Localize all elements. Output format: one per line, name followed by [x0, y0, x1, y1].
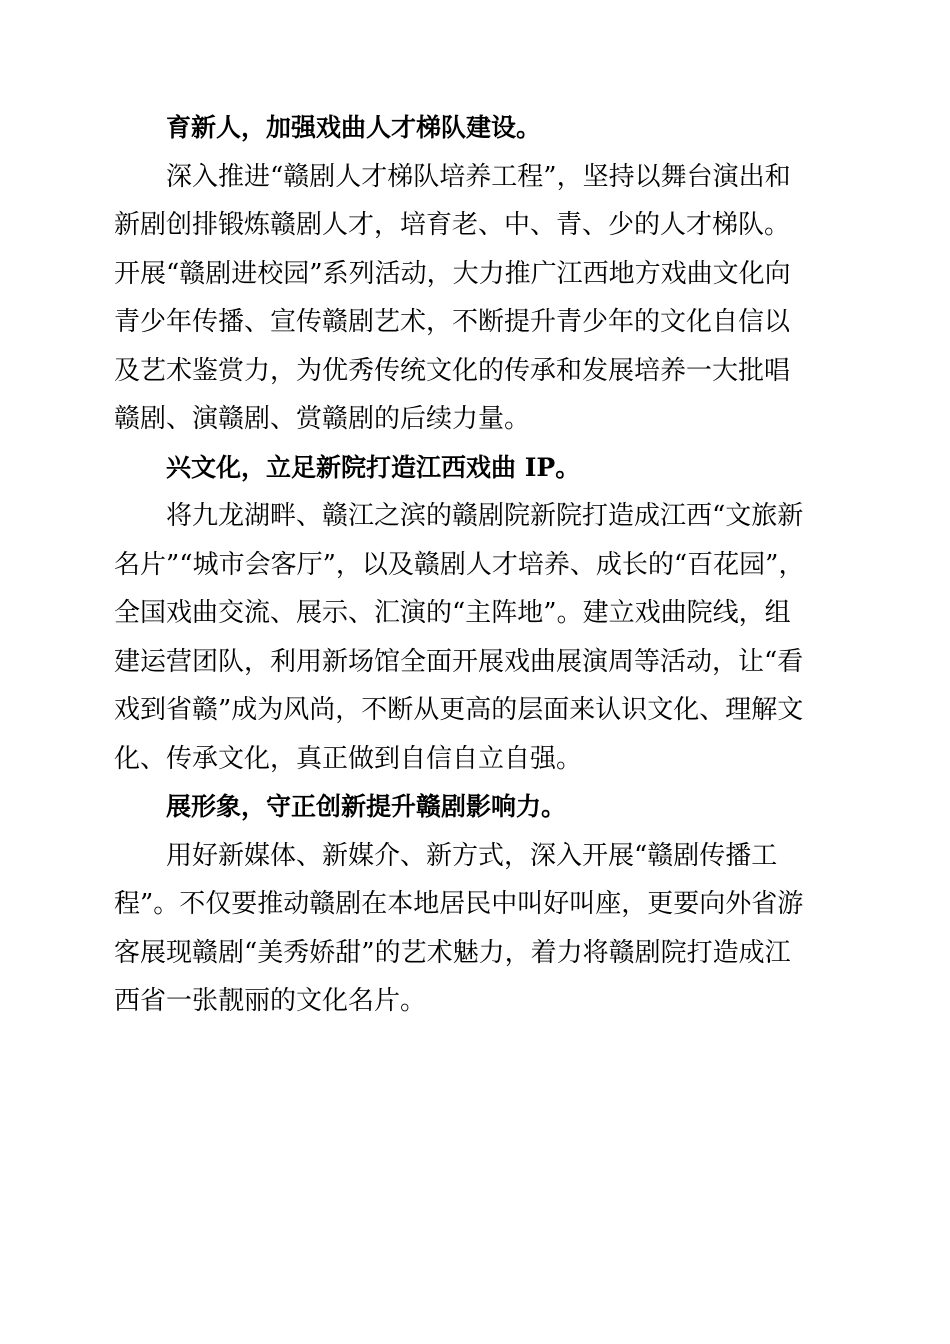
- section-heading-talent: 育新人，加强戏曲人才梯队建设。: [166, 113, 542, 142]
- paragraph-line: 名片”“城市会客厅”，以及赣剧人才培养、成长的“百花园”，: [114, 549, 805, 580]
- paragraph-line: 赣剧、演赣剧、赏赣剧的后续力量。: [114, 404, 531, 434]
- document-body: [114, 104, 826, 1026]
- section-paragraph-culture: [114, 492, 826, 783]
- section-paragraph-talent: [114, 153, 826, 444]
- paragraph-line: 程”。不仅要推动赣剧在本地居民中叫好叫座，更要向外省游: [114, 889, 804, 919]
- section-heading-image: 展形象，守正创新提升赣剧影响力。: [166, 792, 567, 821]
- paragraph-line: 开展“赣剧进校园”系列活动，大力推广江西地方戏曲文化向: [114, 258, 791, 289]
- paragraph-line: 全国戏曲交流、展示、汇演的“主阵地”。建立戏曲院线，组: [114, 598, 791, 628]
- paragraph-line: 深入推进“赣剧人才梯队培养工程”，坚持以舞台演出和: [166, 161, 791, 192]
- paragraph-line: 用好新媒体、新媒介、新方式，深入开展“赣剧传播工: [166, 840, 778, 871]
- paragraph-line: 将九龙湖畔、赣江之滨的赣剧院新院打造成江西“文旅新: [166, 501, 804, 531]
- paragraph-line: 客展现赣剧“美秀娇甜”的艺术魅力，着力将赣剧院打造成江: [114, 937, 791, 968]
- paragraph-line: 西省一张靓丽的文化名片。: [114, 986, 427, 1016]
- section-paragraph-image: [114, 832, 826, 1026]
- paragraph-line: 青少年传播、宣传赣剧艺术，不断提升青少年的文化自信以: [114, 307, 791, 337]
- paragraph-line: 新剧创排锻炼赣剧人才，培育老、中、青、少的人才梯队。: [114, 210, 791, 240]
- paragraph-line: 及艺术鉴赏力，为优秀传统文化的传承和发展培养一大批唱: [114, 355, 791, 386]
- paragraph-line: 建运营团队，利用新场馆全面开展戏曲展演周等活动，让“看: [114, 646, 804, 677]
- paragraph-line: 戏到省赣”成为风尚，不断从更高的层面来认识文化、理解文: [114, 695, 804, 725]
- section-heading-culture: 兴文化，立足新院打造江西戏曲 IP。: [166, 452, 581, 482]
- paragraph-line: 化、传承文化，真正做到自信自立自强。: [114, 743, 583, 774]
